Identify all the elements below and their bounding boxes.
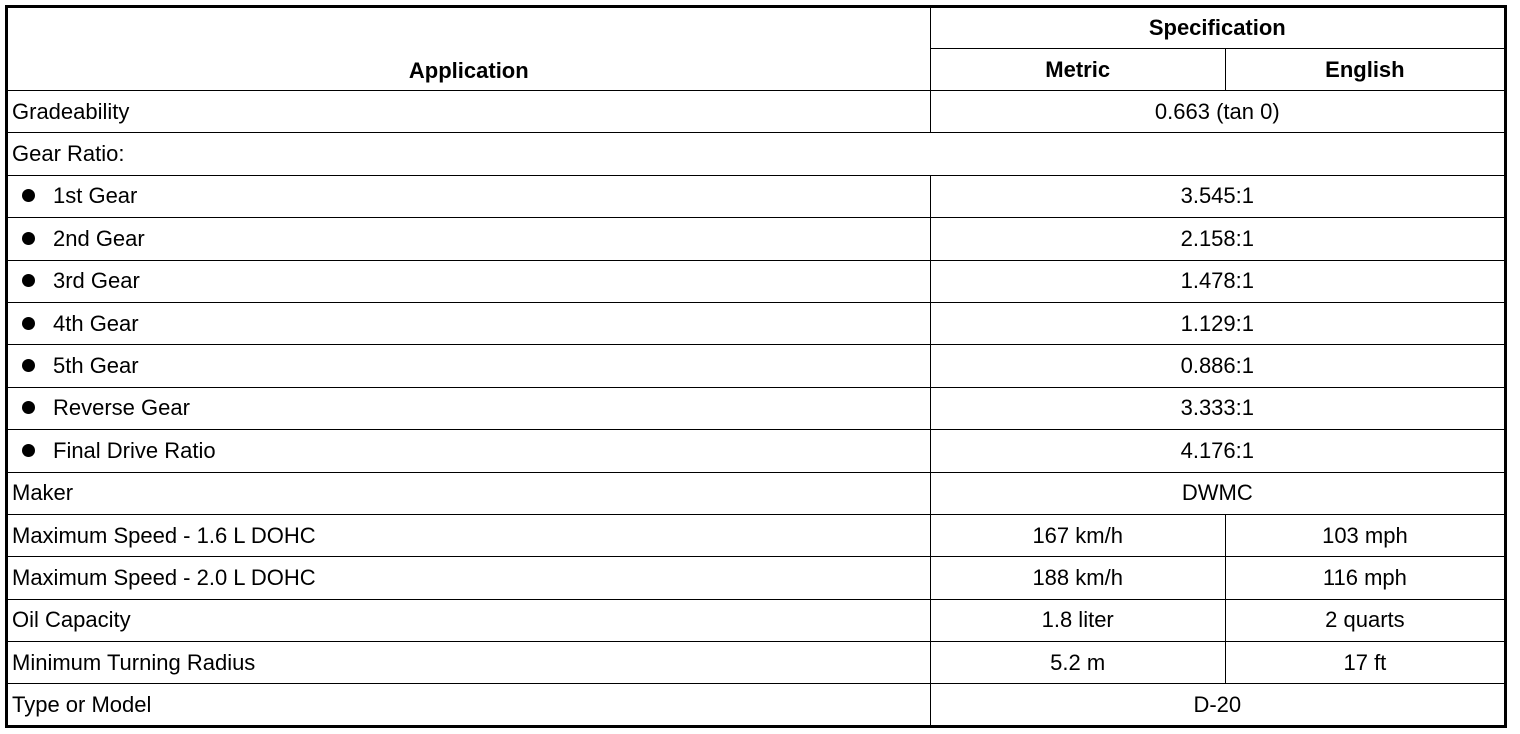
row-value: 3.545:1	[930, 175, 1505, 217]
metric-value: 5.2 m	[930, 642, 1225, 684]
application-header: Application	[7, 7, 931, 91]
row-label-cell	[7, 260, 931, 302]
row-label: 2nd Gear	[53, 225, 145, 251]
row-label-cell	[7, 387, 931, 429]
table-row-reverse-gear	[7, 387, 1506, 429]
row-value: 1.129:1	[930, 302, 1505, 344]
row-label: 4th Gear	[53, 310, 139, 336]
bullet-icon	[22, 401, 35, 414]
table-row-max-speed-20	[7, 557, 1506, 599]
row-label: 1st Gear	[53, 183, 138, 209]
row-label: Maximum Speed - 1.6 L DOHC	[7, 514, 931, 556]
metric-value: 188 km/h	[930, 557, 1225, 599]
table-row-gear-4	[7, 302, 1506, 344]
bullet-icon	[22, 359, 35, 372]
row-label-cell	[7, 430, 931, 472]
table-row-type-model	[7, 684, 1506, 727]
row-label: Minimum Turning Radius	[7, 642, 931, 684]
row-label-cell	[7, 175, 931, 217]
row-value: DWMC	[930, 472, 1505, 514]
table-row-turning-radius	[7, 642, 1506, 684]
section-label: Gear Ratio:	[7, 133, 1506, 175]
row-value: 2.158:1	[930, 218, 1505, 260]
row-label: Reverse Gear	[53, 395, 190, 421]
specification-table	[5, 5, 1507, 728]
english-value: 17 ft	[1225, 642, 1505, 684]
table-row-maker	[7, 472, 1506, 514]
row-value: D-20	[930, 684, 1505, 727]
row-label: Oil Capacity	[7, 599, 931, 641]
table-row-final-drive	[7, 430, 1506, 472]
table-row-gear-3	[7, 260, 1506, 302]
row-label: 3rd Gear	[53, 268, 140, 294]
header-row-top	[7, 7, 1506, 49]
metric-value: 1.8 liter	[930, 599, 1225, 641]
table-row-oil-capacity	[7, 599, 1506, 641]
row-value: 3.333:1	[930, 387, 1505, 429]
table-row-gear-ratio	[7, 133, 1506, 175]
table-row-gear-5	[7, 345, 1506, 387]
english-value: 116 mph	[1225, 557, 1505, 599]
row-label-cell	[7, 345, 931, 387]
metric-value: 167 km/h	[930, 514, 1225, 556]
row-value: 4.176:1	[930, 430, 1505, 472]
row-label: Maker	[7, 472, 931, 514]
row-value: 1.478:1	[930, 260, 1505, 302]
bullet-icon	[22, 189, 35, 202]
row-label: Final Drive Ratio	[53, 437, 216, 463]
row-value: 0.663 (tan 0)	[930, 91, 1505, 133]
specification-header: Specification	[930, 7, 1505, 49]
bullet-icon	[22, 274, 35, 287]
row-label: Type or Model	[7, 684, 931, 727]
table-row-gradeability	[7, 91, 1506, 133]
english-value: 2 quarts	[1225, 599, 1505, 641]
row-label: Gradeability	[7, 91, 931, 133]
english-value: 103 mph	[1225, 514, 1505, 556]
row-value: 0.886:1	[930, 345, 1505, 387]
row-label-cell	[7, 302, 931, 344]
row-label: 5th Gear	[53, 353, 139, 379]
table-row-gear-1	[7, 175, 1506, 217]
table-row-gear-2	[7, 218, 1506, 260]
bullet-icon	[22, 232, 35, 245]
english-header: English	[1225, 49, 1505, 91]
table-row-max-speed-16	[7, 514, 1506, 556]
bullet-icon	[22, 317, 35, 330]
row-label-cell	[7, 218, 931, 260]
row-label: Maximum Speed - 2.0 L DOHC	[7, 557, 931, 599]
metric-header: Metric	[930, 49, 1225, 91]
bullet-icon	[22, 444, 35, 457]
